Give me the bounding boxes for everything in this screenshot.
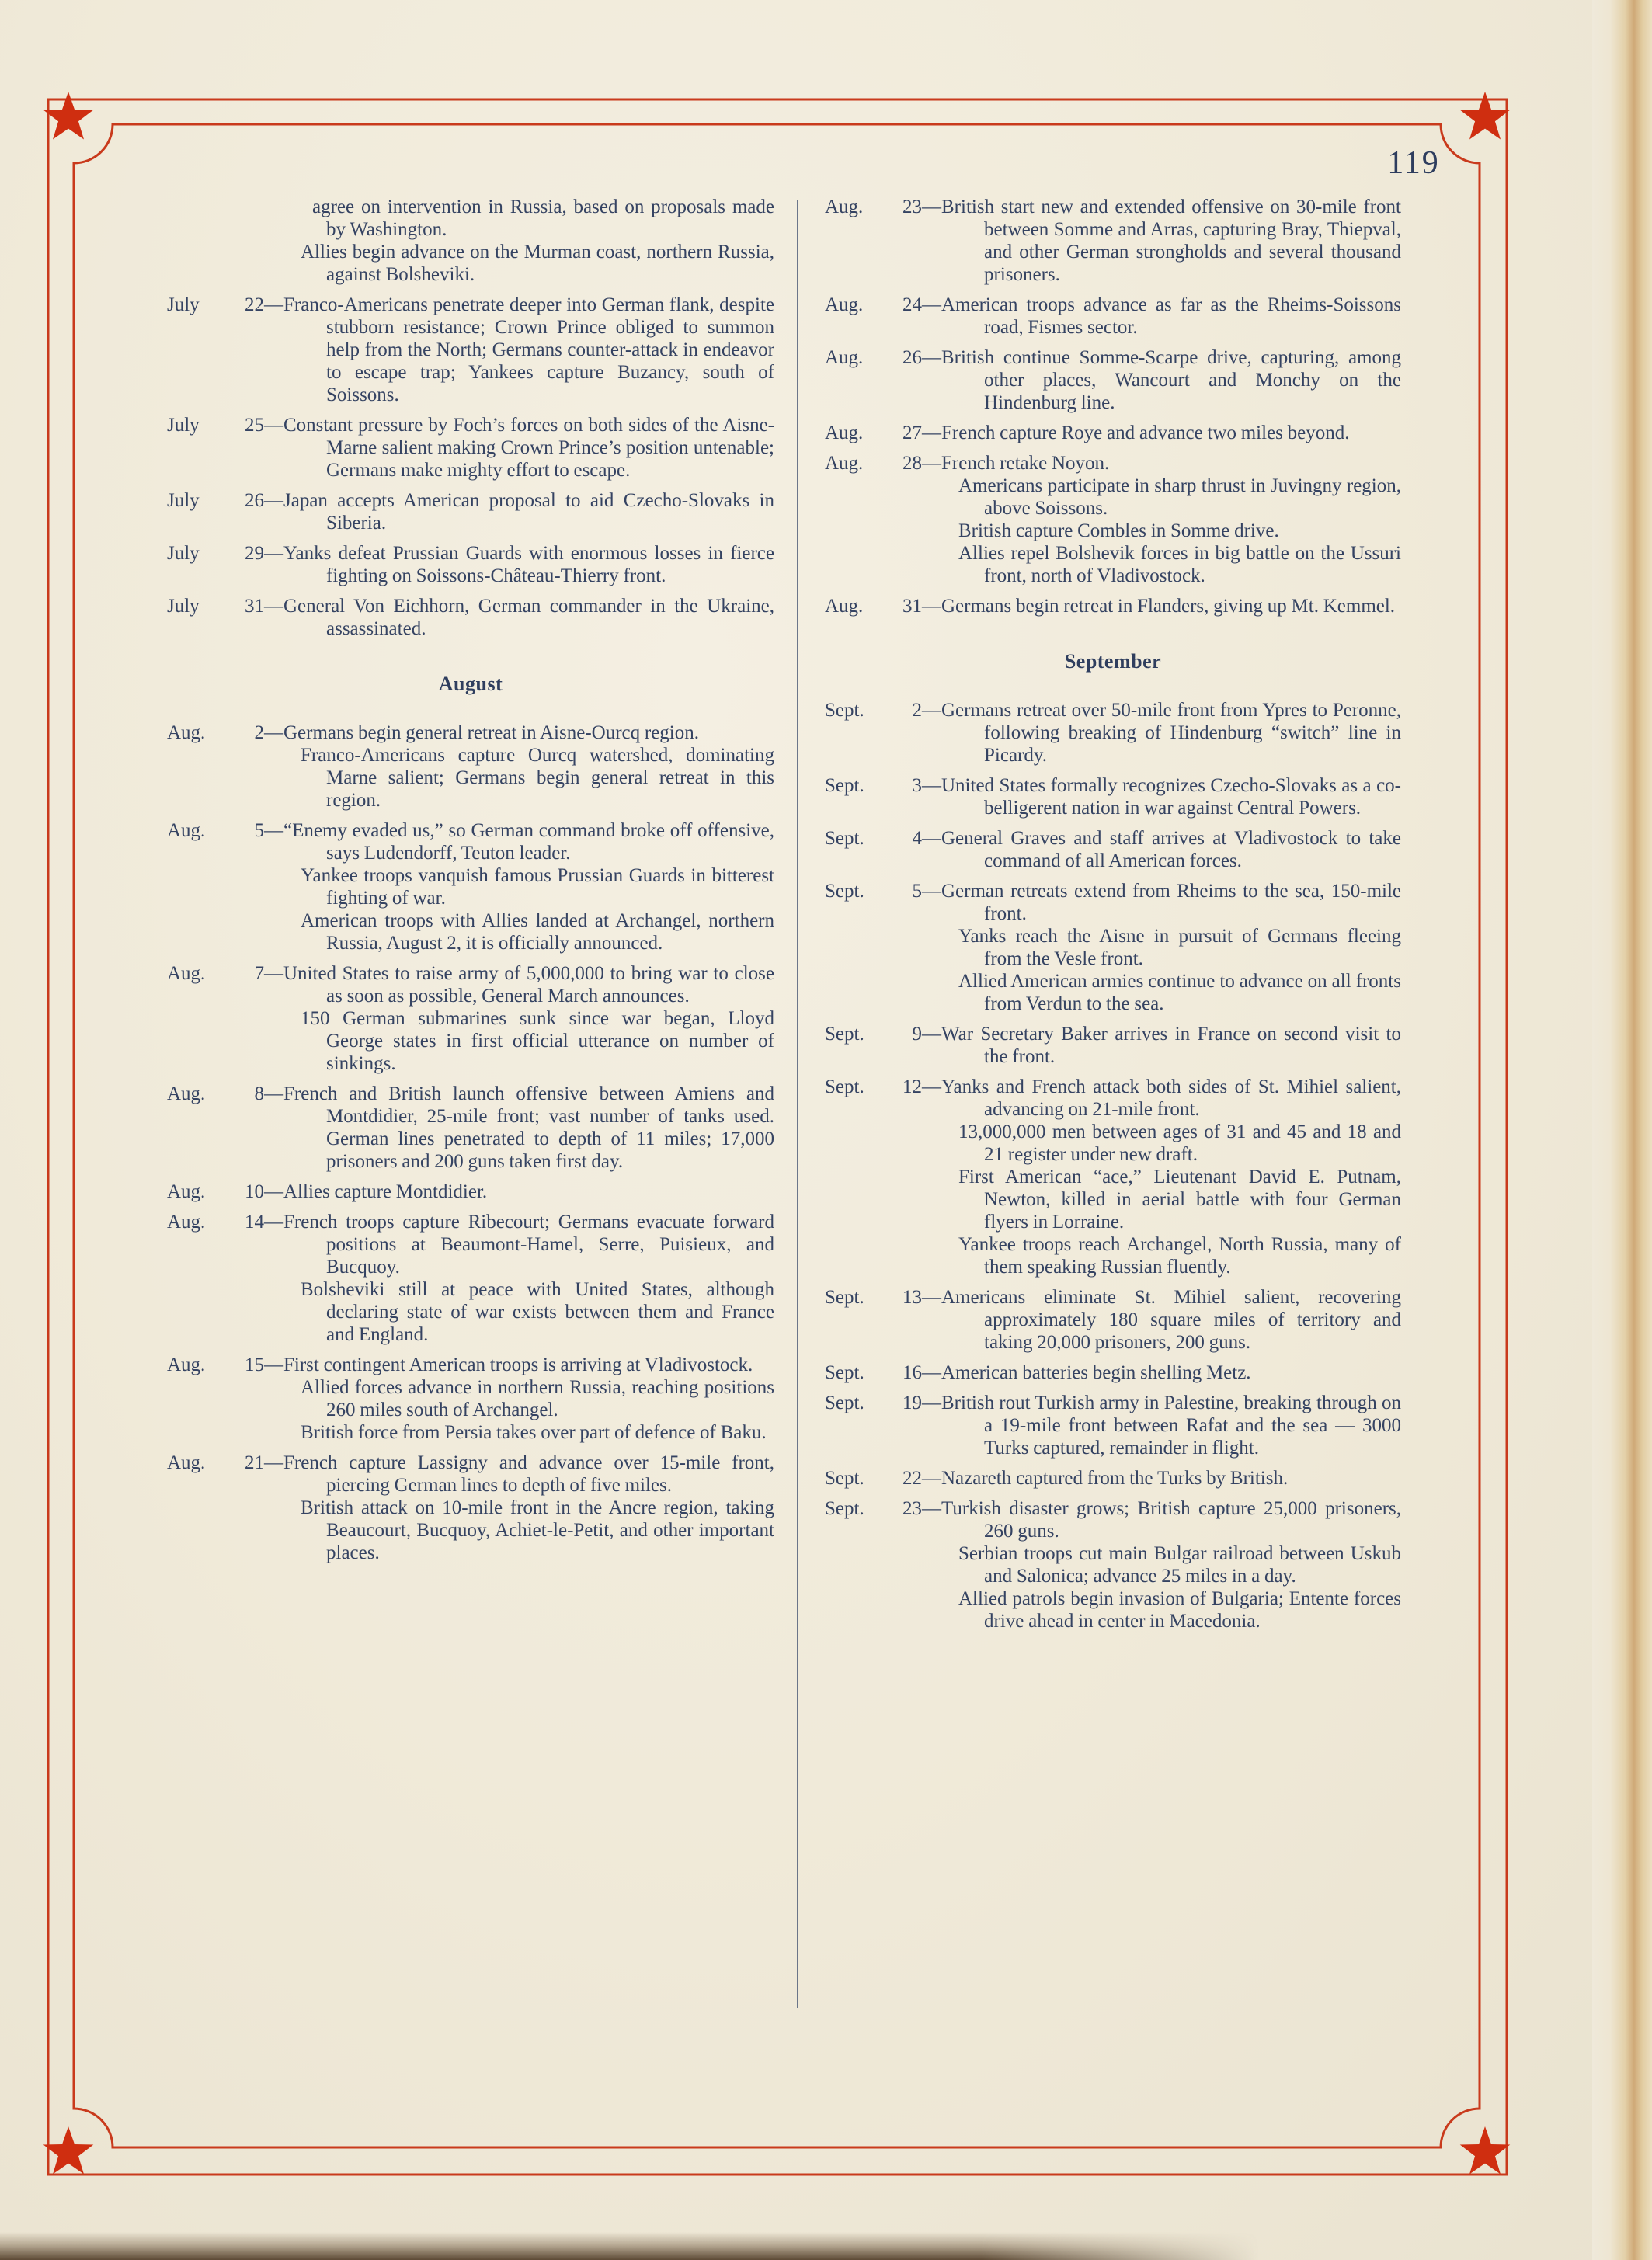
entry-subtext: Yanks reach the Aisne in pursuit of Germans fleeing from the Vesle front. <box>958 926 1401 969</box>
entry-date: Sept. 3 — <box>825 775 941 796</box>
entry-date: Aug. 2 — <box>167 722 283 743</box>
entry-date: Sept. 23 — <box>825 1498 941 1519</box>
entry-subtext: British capture Combles in Somme drive. <box>958 520 1279 541</box>
chronology-entry <box>167 1083 774 1173</box>
chronology-entry <box>825 294 1401 339</box>
chronology-entry <box>825 1286 1401 1354</box>
page-number: 119 <box>1387 145 1440 181</box>
chronology-entry <box>167 1180 774 1203</box>
month-heading: August <box>438 673 503 695</box>
chronology-entry <box>167 542 774 587</box>
entry-text: Sept. 3 — United States formally recognizes Czecho-Slovaks as a co-belligerent nation in war against Central Powers. <box>825 775 1401 819</box>
entry-date: Aug. 27 — <box>825 422 941 443</box>
chronology-entry <box>167 414 774 482</box>
chronology-entry <box>825 422 1401 444</box>
entry-date: Sept. 19 — <box>825 1393 941 1413</box>
entry-subtext: 13,000,000 men between ages of 31 and 45 and 18 and 21 register under new draft. <box>958 1121 1401 1165</box>
entry-text: July 26 — Japan accepts American proposal to aid Czecho-Slovaks in Siberia. <box>167 490 774 534</box>
chronology-entry <box>825 196 1401 286</box>
entry-subtext: 150 German submarines sunk since war began, Lloyd George states in first official utterance on number of sinkings. <box>301 1008 774 1074</box>
chronology-entry <box>167 489 774 534</box>
chronology-entry <box>825 774 1401 819</box>
chronology-entry <box>167 196 774 286</box>
column-divider <box>797 200 798 2008</box>
chronology-entry <box>825 346 1401 414</box>
entry-subtext: Americans participate in sharp thrust in Juvingny region, above Soissons. <box>958 475 1401 519</box>
entry-date: Sept. 2 — <box>825 700 941 721</box>
entry-subtext: British force from Persia takes over part of defence of Baku. <box>301 1422 767 1443</box>
entry-text: Sept. 19 — British rout Turkish army in Palestine, breaking through on a 19-mile front between Rafat and the sea — 3000 Turks captured, remainder in flight. <box>825 1393 1401 1459</box>
entry-text: Sept. 4 — General Graves and staff arrives at Vladivostock to take command of all American forces. <box>825 828 1401 871</box>
entry-date: Aug. 5 — <box>167 820 283 841</box>
entry-subtext: American troops with Allies landed at Archangel, northern Russia, August 2, it is officially announced. <box>301 910 774 954</box>
entry-subtext: Yankee troops vanquish famous Prussian Guards in bitterest fighting of war. <box>301 865 774 909</box>
entry-date: Sept. 13 — <box>825 1287 941 1308</box>
entry-date: Aug. 10 — <box>167 1181 283 1202</box>
chronology-entry <box>825 452 1401 587</box>
entry-date: Aug. 7 — <box>167 963 283 984</box>
entry-date: Sept. 9 — <box>825 1024 941 1045</box>
entry-subtext: Allies repel Bolshevik forces in big battle on the Ussuri front, north of Vladivostock. <box>958 543 1401 586</box>
entry-date: Aug. 23 — <box>825 196 941 217</box>
entry-text: Aug. 23 — British start new and extended offensive on 30-mile front between Somme and Arras, capturing Bray, Thiepval, and other German strongholds and several thousand prisoners. <box>825 196 1401 285</box>
month-heading: September <box>1064 650 1162 673</box>
entry-text: Aug. 26 — British continue Somme-Scarpe drive, capturing, among other places, Wancourt and Monchy on the Hindenburg line. <box>825 347 1401 413</box>
chronology-entry <box>825 1023 1401 1068</box>
entry-date: July 22 — <box>167 294 283 315</box>
entry-text: July 25 — Constant pressure by Foch’s forces on both sides of the Aisne-Marne salient making Crown Prince’s position untenable; Germans make mighty effort to escape. <box>167 415 774 481</box>
entry-text: Sept. 12 — Yanks and French attack both sides of St. Mihiel salient, advancing on 21-mile front. <box>825 1076 1401 1120</box>
chronology-entry <box>167 962 774 1075</box>
entry-text: Aug. 21 — French capture Lassigny and advance over 15-mile front, piercing German lines to depth of five miles. <box>167 1452 774 1496</box>
left-column <box>167 196 774 1572</box>
entry-text: Aug. 14 — French troops capture Ribecourt; Germans evacuate forward positions at Beaumont-Hamel, Serre, Puisieux, and Bucquoy. <box>167 1212 774 1278</box>
chronology-entry <box>167 294 774 406</box>
entry-date: Aug. 28 — <box>825 453 941 474</box>
entry-text: Sept. 9 — War Secretary Baker arrives in France on second visit to the front. <box>825 1024 1401 1067</box>
entry-date: Aug. 21 — <box>167 1452 283 1473</box>
chronology-entry <box>167 1452 774 1564</box>
chronology-entry <box>825 699 1401 767</box>
entry-date: Sept. 4 — <box>825 828 941 849</box>
entry-text: Aug. 2 — Germans begin general retreat in Aisne-Ourcq region. <box>167 722 699 743</box>
chronology-entry <box>825 595 1401 617</box>
chronology-entry <box>167 1354 774 1444</box>
chronology-entry <box>825 1076 1401 1278</box>
entry-subtext: Allied American armies continue to advance on all fronts from Verdun to the sea. <box>958 971 1401 1014</box>
entry-text: Sept. 22 — Nazareth captured from the Turks by British. <box>825 1468 1289 1489</box>
entry-text: Aug. 27 — French capture Roye and advance two miles beyond. <box>825 422 1350 443</box>
chronology-entry <box>825 1392 1401 1459</box>
chronology-entry <box>825 1497 1401 1632</box>
chronology-entry <box>825 880 1401 1015</box>
chronology-entry <box>167 819 774 954</box>
entry-date: Sept. 22 — <box>825 1468 941 1489</box>
entry-date: Aug. 31 — <box>825 596 941 617</box>
entry-text: Aug. 5 — “Enemy evaded us,” so German command broke off offensive, says Ludendorff, Teuton leader. <box>167 820 774 864</box>
entry-text: Sept. 2 — Germans retreat over 50-mile front from Ypres to Peronne, following breaking of Hindenburg “switch” line in Picardy. <box>825 700 1401 766</box>
entry-date: Aug. 15 — <box>167 1354 283 1375</box>
entry-text: Sept. 23 — Turkish disaster grows; British capture 25,000 prisoners, 260 guns. <box>825 1498 1401 1542</box>
entry-date: Sept. 16 — <box>825 1362 941 1383</box>
right-column <box>825 196 1401 1640</box>
corner-star-icon <box>43 2126 94 2175</box>
entry-date: July 25 — <box>167 415 283 436</box>
entry-text: Aug. 8 — French and British launch offensive between Amiens and Montdidier, 25-mile front; vast number of tanks used. German lines penetrated to depth of 11 miles; 17,000 prisoners and 200 guns taken first day. <box>167 1083 774 1172</box>
entry-text: Aug. 31 — Germans begin retreat in Flanders, giving up Mt. Kemmel. <box>825 596 1396 617</box>
entry-subtext: Serbian troops cut main Bulgar railroad between Uskub and Salonica; advance 25 miles in a day. <box>958 1543 1401 1587</box>
chronology-entry <box>167 595 774 640</box>
entry-date: July 29 — <box>167 543 283 564</box>
entry-subtext: Allied forces advance in northern Russia, reaching positions 260 miles south of Archangel. <box>301 1377 774 1420</box>
book-page-edge <box>1592 0 1652 2260</box>
entry-text: Aug. 10 — Allies capture Montdidier. <box>167 1181 488 1202</box>
corner-star-icon <box>1460 2126 1511 2175</box>
entry-text: Sept. 13 — Americans eliminate St. Mihiel salient, recovering approximately 180 square miles of territory and taking 20,000 prisoners, 200 guns. <box>825 1287 1401 1353</box>
entry-text: Aug. 24 — American troops advance as far as the Rheims-Soissons road, Fismes sector. <box>825 294 1401 338</box>
entry-text: Aug. 28 — French retake Noyon. <box>825 453 1110 474</box>
entry-subtext: Yankee troops reach Archangel, North Russia, many of them speaking Russian fluently. <box>958 1234 1401 1278</box>
entry-date: Sept. 5 — <box>825 881 941 902</box>
entry-subtext: British attack on 10-mile front in the Ancre region, taking Beaucourt, Bucquoy, Achiet-le-Petit, and other important places. <box>301 1497 774 1563</box>
chronology-entry <box>825 827 1401 872</box>
chronology-entry <box>167 721 774 812</box>
entry-date: Aug. 26 — <box>825 347 941 368</box>
entry-date: July 31 — <box>167 596 283 617</box>
entry-date: Aug. 8 — <box>167 1083 283 1104</box>
entry-text: Sept. 5 — German retreats extend from Rheims to the sea, 150-mile front. <box>825 881 1401 924</box>
entry-date: July 26 — <box>167 490 283 511</box>
entry-text: July 22 — Franco-Americans penetrate deeper into German flank, despite stubborn resistance; Crown Prince obliged to summon help from the North; Germans counter-attack in endeavor to escape trap; Yankees capture Buzancy, south of Soissons. <box>167 294 774 405</box>
entry-text: July 29 — Yanks defeat Prussian Guards with enormous losses in fierce fighting on Soissons-Château-Thierry front. <box>167 543 774 586</box>
book-bottom-edge <box>0 2232 1258 2260</box>
entry-date: Aug. 24 — <box>825 294 941 315</box>
chronology-entry <box>167 1211 774 1346</box>
entry-date: Aug. 14 — <box>167 1212 283 1233</box>
entry-subtext: Bolsheviki still at peace with United States, although declaring state of war exists between them and France and England. <box>301 1279 774 1345</box>
entry-text: July 31 — General Von Eichhorn, German commander in the Ukraine, assassinated. <box>167 596 774 639</box>
entry-subtext: Franco-Americans capture Ourcq watershed, dominating Marne salient; Germans begin general retreat in this region. <box>301 745 774 811</box>
chronology-entry <box>825 1467 1401 1490</box>
entry-subtext: First American “ace,” Lieutenant David E. Putnam, Newton, killed in aerial battle with four German flyers in Lorraine. <box>958 1167 1401 1233</box>
entry-subtext: Allies begin advance on the Murman coast, northern Russia, against Bolsheviki. <box>301 242 774 285</box>
entry-subtext: agree on intervention in Russia, based on proposals made by Washington. <box>312 196 774 240</box>
entry-subtext: Allied patrols begin invasion of Bulgaria; Entente forces drive ahead in center in Macedonia. <box>958 1588 1401 1632</box>
chronology-entry <box>825 1361 1401 1384</box>
entry-text: Aug. 15 — First contingent American troops is arriving at Vladivostock. <box>167 1354 753 1375</box>
entry-date: Sept. 12 — <box>825 1076 941 1097</box>
entry-text: Sept. 16 — American batteries begin shelling Metz. <box>825 1362 1251 1383</box>
entry-text: Aug. 7 — United States to raise army of 5,000,000 to bring war to close as soon as possible, General March announces. <box>167 963 774 1007</box>
